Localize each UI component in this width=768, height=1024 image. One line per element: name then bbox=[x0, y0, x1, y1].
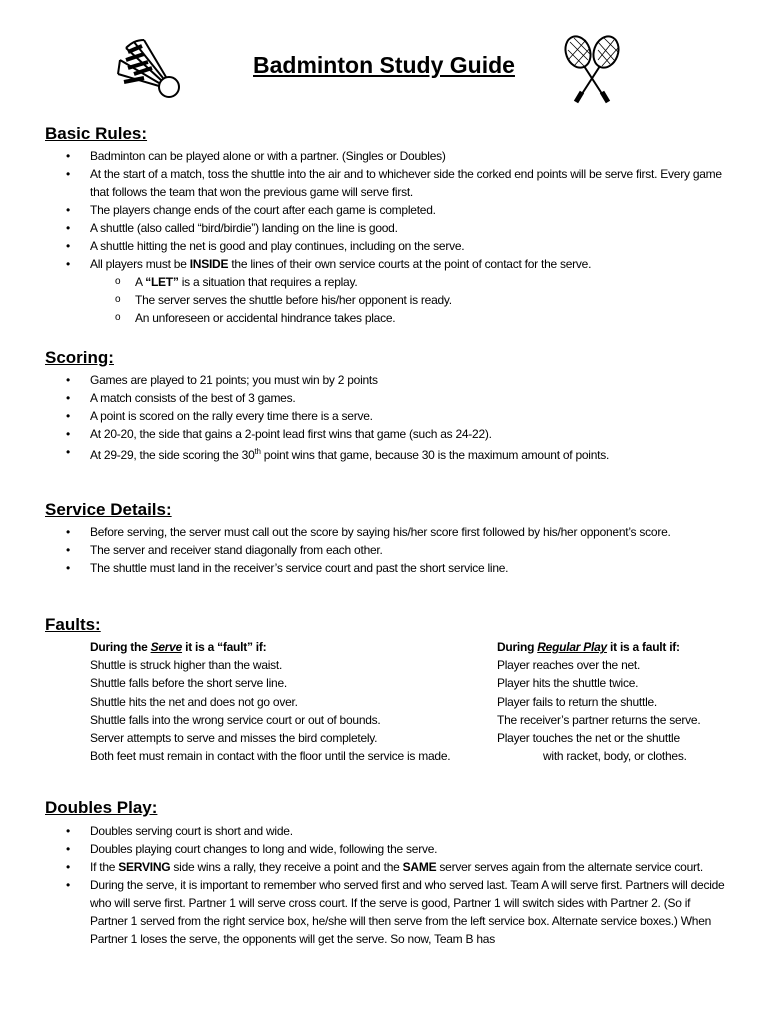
faults-heading: Faults: bbox=[45, 615, 101, 634]
item-text: server serves again from the alternate service court. bbox=[436, 860, 703, 874]
item-text: point wins that game, because 30 is the maximum amount of points. bbox=[260, 448, 610, 462]
list-item: • A point is scored on the rally every time there is a serve. bbox=[0, 407, 730, 425]
list-item: • Doubles playing court changes to long and wide, following the serve. bbox=[0, 840, 730, 858]
list-item: • The shuttle must land in the receiver’s service court and past the short service line. bbox=[0, 559, 730, 577]
list-item: Player hits the shuttle twice. bbox=[497, 676, 639, 691]
sub-list-item: o An unforeseen or accidental hindrance takes place. bbox=[0, 309, 735, 327]
item-text: is a situation that requires a replay. bbox=[178, 275, 358, 289]
list-item bbox=[0, 443, 730, 464]
emphasis-serving: SERVING bbox=[118, 860, 171, 874]
list-item: • During the serve, it is important to remember who served first and who served last. Team A will serve first. Partners will decide who will serve first. Partner 1 will serve cross court. If the serve is good, Partner 1 will switch sides with Partner 2. (So if Partner 1 served from the right service box, he/she will then serve from the left service box. Alternate service boxes.) When Partner 1 loses the serve, the opponents will get the serve. So now, Team B has bbox=[0, 876, 730, 948]
list-item: Shuttle falls into the wrong service court or out of bounds. bbox=[90, 712, 381, 727]
play-faults-header bbox=[497, 638, 700, 656]
list-item: • Doubles serving court is short and wide. bbox=[0, 822, 730, 840]
list-item: Player touches the net or the shuttle bbox=[497, 731, 680, 746]
list-item: The receiver’s partner returns the serve. bbox=[497, 712, 701, 727]
play-faults-column bbox=[497, 638, 700, 765]
list-item: • Games are played to 21 points; you must win by 2 points bbox=[0, 371, 730, 389]
header-text: it is a “fault” if: bbox=[182, 640, 267, 654]
list-item: Both feet must remain in contact with the floor until the service is made. bbox=[90, 749, 451, 764]
list-item: Player reaches over the net. bbox=[497, 658, 641, 673]
page-title: Badminton Study Guide bbox=[253, 52, 515, 78]
list-item: Server attempts to serve and misses the bird completely. bbox=[90, 731, 378, 746]
list-item: • The server and receiver stand diagonally from each other. bbox=[0, 541, 730, 559]
emphasis-same: SAME bbox=[402, 860, 437, 874]
crossed-rackets-icon bbox=[560, 34, 624, 106]
list-item-continuation: with racket, body, or clothes. bbox=[543, 749, 687, 764]
service-details-heading: Service Details: bbox=[45, 500, 172, 519]
item-text: All players must be bbox=[90, 257, 190, 271]
basic-rules-list bbox=[0, 147, 735, 327]
list-item: • Badminton can be played alone or with a partner. (Singles or Doubles) bbox=[0, 147, 730, 165]
scoring-list bbox=[0, 371, 730, 464]
header-text: During bbox=[497, 640, 538, 654]
list-item: Shuttle falls before the short serve line. bbox=[90, 676, 287, 691]
list-item: Shuttle is struck higher than the waist. bbox=[90, 658, 283, 673]
basic-rules-heading: Basic Rules: bbox=[45, 124, 148, 143]
list-item bbox=[0, 858, 730, 876]
item-text: A bbox=[135, 275, 146, 289]
scoring-heading: Scoring: bbox=[45, 348, 114, 367]
item-text: If the bbox=[90, 860, 119, 874]
serve-faults-column bbox=[90, 638, 450, 765]
item-text: side wins a rally, they receive a point and the bbox=[170, 860, 403, 874]
list-item: • At 20-20, the side that gains a 2-point lead first wins that game (such as 24-22). bbox=[0, 425, 730, 443]
item-text: the lines of their own service courts at the point of contact for the serve. bbox=[228, 257, 592, 271]
list-item bbox=[0, 255, 730, 273]
item-text: At 29-29, the side scoring the 30 bbox=[90, 448, 255, 462]
list-item: • The players change ends of the court after each game is completed. bbox=[0, 201, 730, 219]
list-item: Player fails to return the shuttle. bbox=[497, 694, 657, 709]
doubles-play-list bbox=[0, 822, 730, 948]
list-item: • A shuttle (also called “bird/birdie”) landing on the line is good. bbox=[0, 219, 730, 237]
sub-list-item: o The server serves the shuttle before his/her opponent is ready. bbox=[0, 291, 735, 309]
emphasis-inside: INSIDE bbox=[189, 257, 229, 271]
superscript: th bbox=[254, 447, 261, 456]
list-item: • A match consists of the best of 3 games. bbox=[0, 389, 730, 407]
list-item: Shuttle hits the net and does not go over. bbox=[90, 694, 298, 709]
header-emphasis: Regular Play bbox=[537, 640, 607, 654]
list-item: • A shuttle hitting the net is good and play continues, including on the serve. bbox=[0, 237, 730, 255]
header-emphasis: Serve bbox=[150, 640, 183, 654]
doubles-play-heading: Doubles Play: bbox=[45, 798, 158, 817]
service-details-list bbox=[0, 523, 768, 577]
emphasis-let: “LET” bbox=[145, 275, 179, 289]
list-item: • At the start of a match, toss the shuttle into the air and to whichever side the corked end points will be serve first. Every game that follows the team that won the previous game will serve first. bbox=[0, 165, 730, 201]
serve-faults-header bbox=[90, 638, 450, 656]
header-text: During the bbox=[90, 640, 151, 654]
header-text: it is a fault if: bbox=[606, 640, 680, 654]
list-item: • Before serving, the server must call out the score by saying his/her score first followed by his/her opponent’s score. bbox=[0, 523, 768, 541]
sub-list-item bbox=[0, 273, 735, 291]
